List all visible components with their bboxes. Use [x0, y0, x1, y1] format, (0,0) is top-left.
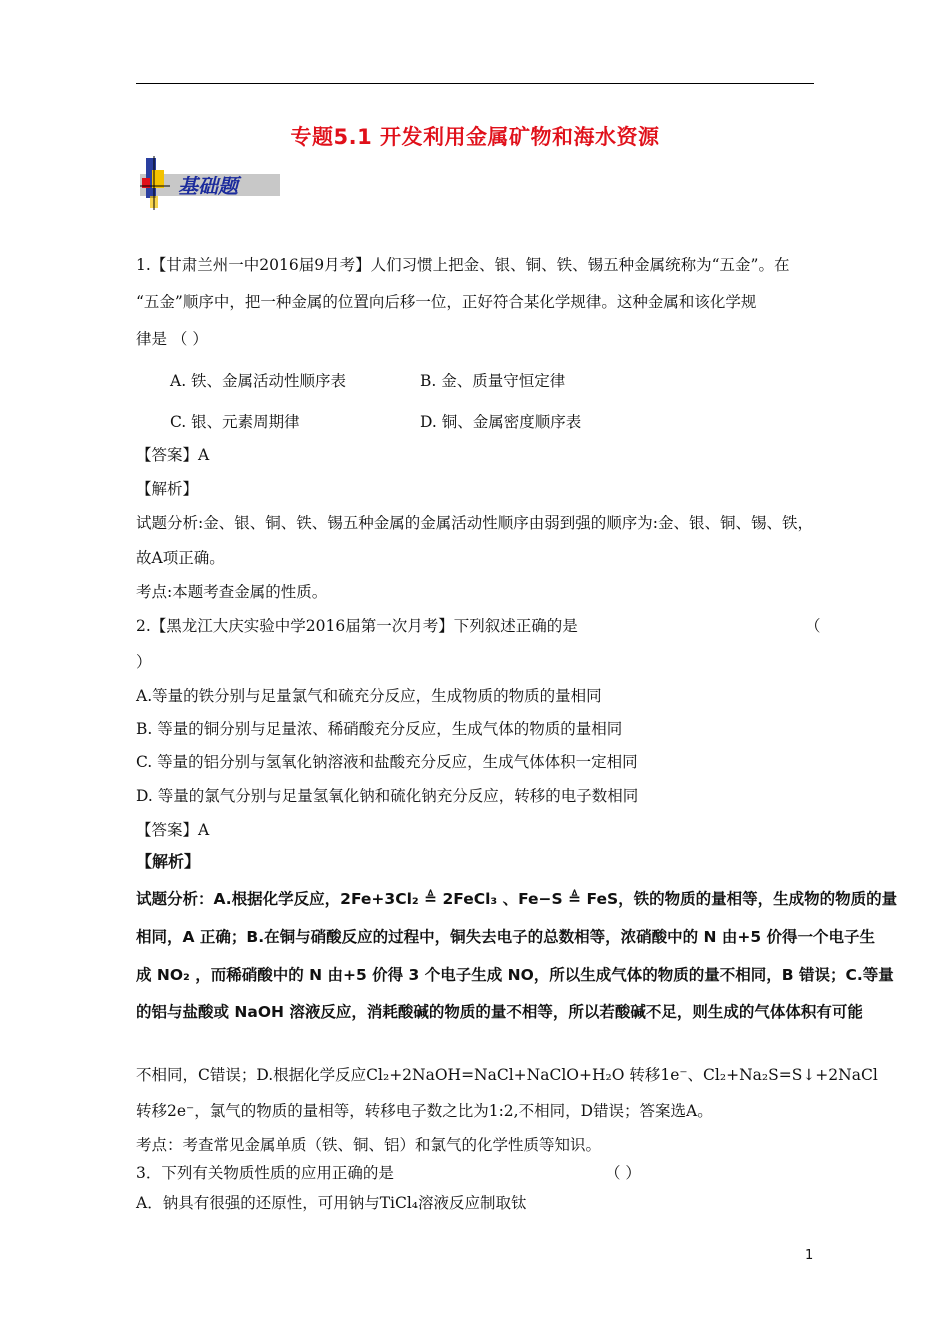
q2-option-c: C. 等量的铝分别与氢氧化钠溶液和盐酸充分反应，生成气体体积一定相同	[136, 753, 638, 771]
q1-point: 考点:本题考查金属的性质。	[136, 583, 328, 601]
q2-option-d: D. 等量的氯气分别与足量氢氧化钠和硫化钠充分反应，转移的电子数相同	[136, 787, 639, 805]
q2-paren-open: （	[805, 617, 821, 635]
q2-line-1: 2.【黑龙江大庆实验中学2016届第一次月考】下列叙述正确的是	[136, 617, 578, 635]
q2-answer: 【答案】A	[136, 821, 210, 839]
q2-analysis-1: 试题分析：A.根据化学反应，2Fe+3Cl₂ ≜ 2FeCl₃ 、Fe−S ≜ FeS，铁的物质的量相等，生成物的物质的量	[136, 890, 898, 908]
page-title: 专题5.1 开发利用金属矿物和海水资源	[290, 125, 660, 149]
q1-answer: 【答案】A	[136, 446, 210, 464]
q1-analysis-1: 试题分析:金、银、铜、铁、锡五种金属的金属活动性顺序由弱到强的顺序为:金、银、铜、锡、铁，	[136, 514, 813, 532]
q1-line-3: 律是 （ ）	[136, 330, 208, 348]
q1-option-c: C. 银、元素周期律	[170, 413, 300, 431]
q2-point: 考点：考查常见金属单质（铁、铜、铝）和氯气的化学性质等知识。	[136, 1136, 602, 1154]
q1-analysis-2: 故A项正确。	[136, 549, 225, 567]
q2-option-b: B. 等量的铜分别与足量浓、稀硝酸充分反应，生成气体的物质的量相同	[136, 720, 623, 738]
q2-analysis-5: 不相同，C错误；D.根据化学反应Cl₂+2NaOH=NaCl+NaClO+H₂O 转移1e⁻、Cl₂+Na₂S=S↓+2NaCl	[136, 1066, 878, 1084]
q2-option-a: A.等量的铁分别与足量氯气和硫充分反应，生成物质的物质的量相同	[136, 687, 602, 705]
banner-label: 基础题	[178, 174, 238, 198]
q1-option-d: D. 铜、金属密度顺序表	[420, 413, 582, 431]
q2-analysis-head: 【解析】	[136, 852, 201, 871]
q3-line-1: 3．下列有关物质性质的应用正确的是	[136, 1164, 394, 1182]
banner-graphic	[140, 156, 280, 212]
q1-option-a: A. 铁、金属活动性顺序表	[170, 372, 347, 390]
q2-analysis-6: 转移2e⁻，氯气的物质的量相等，转移电子数之比为1:2,不相同，D错误；答案选A。	[136, 1102, 713, 1120]
q2-analysis-2: 相同，A 正确；B.在铜与硝酸反应的过程中，铜失去电子的总数相等，浓硝酸中的 N 由+5 价得一个电子生	[136, 928, 876, 946]
q2-paren-close: ）	[136, 653, 152, 671]
q3-option-a: A．钠具有很强的还原性，可用钠与TiCl₄溶液反应制取钛	[136, 1194, 527, 1212]
page-number: 1	[805, 1248, 814, 1263]
q3-paren: （ ）	[605, 1164, 641, 1182]
q1-option-b: B. 金、质量守恒定律	[420, 372, 566, 390]
section-banner	[140, 156, 280, 212]
q2-analysis-3: 成 NO₂ ，而稀硝酸中的 N 由+5 价得 3 个电子生成 NO，所以生成气体的物质的量不相同，B 错误；C.等量	[136, 966, 894, 984]
q1-line-1: 1.【甘肃兰州一中2016届9月考】人们习惯上把金、银、铜、铁、锡五种金属统称为“五金”。在	[136, 256, 790, 274]
q1-line-2: “五金”顺序中，把一种金属的位置向后移一位，正好符合某化学规律。这种金属和该化学规	[136, 293, 757, 311]
q1-analysis-head: 【解析】	[136, 480, 199, 498]
header-rule	[136, 83, 814, 84]
q2-analysis-4: 的铝与盐酸或 NaOH 溶液反应，消耗酸碱的物质的量不相等，所以若酸碱不足，则生成的气体体积有可能	[136, 1003, 863, 1021]
